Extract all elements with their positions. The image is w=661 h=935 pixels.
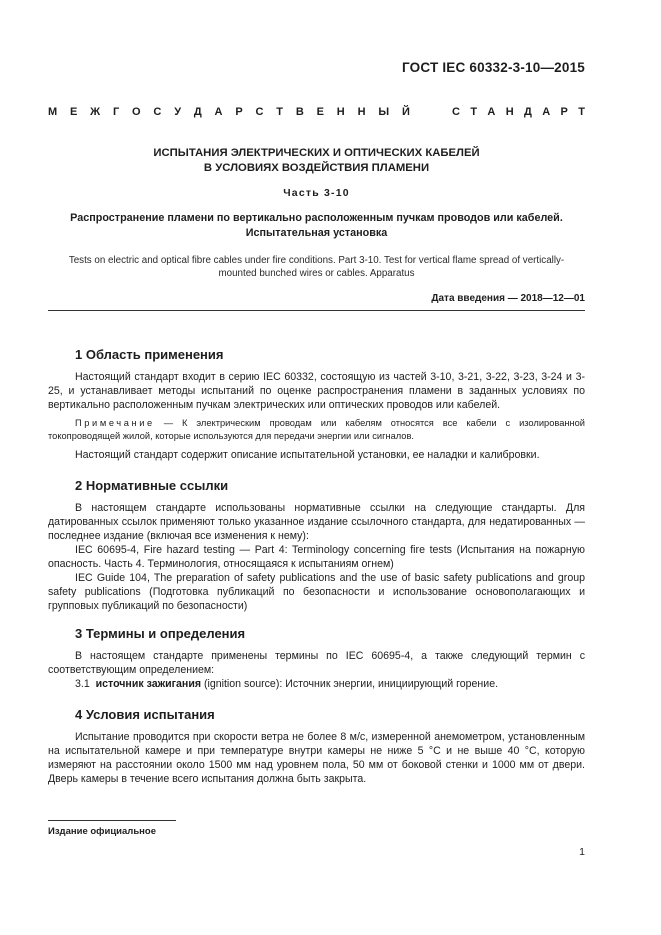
paragraph: Настоящий стандарт содержит описание испытательной установки, ее наладки и калибровки. [75, 449, 540, 461]
banner-letter: Г [112, 106, 120, 118]
banner-letter: С [452, 106, 460, 118]
document-subtitle [48, 211, 585, 241]
banner-letter: Т [470, 106, 478, 118]
banner-letter: Ы [378, 106, 390, 118]
page-number: 1 [579, 846, 585, 858]
subtitle-line: Испытательная установка [245, 227, 388, 239]
banner-letter: Й [401, 106, 410, 118]
term-text: (ignition source): Источник энергии, инициирующий горение. [201, 678, 499, 690]
paragraph: В настоящем стандарте использованы нормативные ссылки на следующие стандарты. Для датированных ссылок применяют только указанное издание ссылочного стандарта, для недатированных — последнее издание (включая все изменения к нему): [48, 502, 585, 542]
banner-letter: Н [505, 106, 514, 118]
standard-number: ГОСТ IEC 60332-3-10—2015 [401, 60, 585, 75]
interstate-standard-banner [48, 106, 585, 118]
subtitle-line: Распространение пламени по вертикально расположенным пучкам проводов или кабелей. [70, 212, 563, 224]
english-title-line: Tests on electric and optical fibre cables under fire conditions. Part 3-10. Test for vertical flame spread of vertically- [68, 255, 565, 266]
banner-letter: Н [336, 106, 345, 118]
banner-letter: А [214, 106, 223, 118]
english-title [48, 254, 585, 280]
section-scope [48, 347, 585, 462]
banner-letter: Ж [90, 106, 101, 118]
banner-word-standard [452, 106, 585, 118]
term-definition [48, 677, 585, 691]
document-title [48, 146, 585, 176]
paragraph: В настоящем стандарте применены термины по IEC 60695-4, а также следующий термин с соответствующим определением: [48, 650, 585, 676]
term-number: 3.1 [75, 678, 90, 690]
footer-divider [48, 820, 176, 821]
term-name: источник зажигания [95, 678, 202, 690]
section-terms [48, 626, 585, 691]
title-line: В УСЛОВИЯХ ВОЗДЕЙСТВИЯ ПЛАМЕНИ [203, 162, 430, 174]
banner-letter: Д [524, 106, 532, 118]
header-divider [48, 310, 585, 311]
introduction-date: Дата введения — 2018—12—01 [431, 293, 585, 304]
banner-letter: Д [193, 106, 202, 118]
section-normative-references [48, 478, 585, 613]
official-edition-label: Издание официальное [48, 826, 156, 837]
banner-letter: А [542, 106, 551, 118]
section-heading: 1 Область применения [75, 347, 224, 362]
banner-letter: Р [235, 106, 243, 118]
banner-letter: О [132, 106, 141, 118]
banner-letter: У [174, 106, 182, 118]
banner-letter: М [48, 106, 58, 118]
note-text: — К электрическим проводам или кабелям относятся все кабели с изолированной токопроводящей жилой, которые используются для передачи энергии или сигналов. [48, 418, 585, 441]
note [48, 417, 585, 443]
english-title-line: mounted bunched wires or cables. Apparatus [218, 268, 415, 279]
section-test-conditions [48, 707, 585, 786]
section-heading: 3 Термины и определения [75, 626, 246, 641]
banner-letter: А [487, 106, 496, 118]
banner-letter: Т [276, 106, 284, 118]
section-heading: 2 Нормативные ссылки [75, 478, 229, 493]
banner-letter: Н [357, 106, 366, 118]
part-number: Часть 3-10 [283, 187, 350, 199]
banner-letter: С [255, 106, 264, 118]
section-heading: 4 Условия испытания [75, 707, 215, 722]
banner-word-interstate [48, 106, 410, 118]
banner-letter: С [153, 106, 162, 118]
reference-item: IEC Guide 104, The preparation of safety publications and the use of basic safety publications and group safety publications (Подготовка публикаций по безопасности и использование основополагающих и групповых публикаций по безопасности) [48, 572, 585, 612]
paragraph: Испытание проводится при скорости ветра не более 8 м/с, измеренной анемометром, установленным на испытательной камере и при температуре внутри камеры не ниже 5 °С и не выше 40 °С, которую измеряют на расстоянии около 1500 мм над уровнем пола, 50 мм от боковой стенки и 1000 мм от двери. Дверь камеры в течение всего испытания должна быть закрыта. [48, 731, 585, 785]
title-line: ИСПЫТАНИЯ ЭЛЕКТРИЧЕСКИХ И ОПТИЧЕСКИХ КАБЕЛЕЙ [153, 147, 480, 159]
banner-letter: В [295, 106, 304, 118]
banner-letter: Р [560, 106, 568, 118]
note-label: Примечание [75, 418, 155, 428]
paragraph: Настоящий стандарт входит в серию IEC 60332, состоящую из частей 3-10, 3-21, 3-22, 3-23, 3-24 и 3-25, и устанавливает методы испытаний по оценке распространения пламени в заданных условиях по вертикально расположенным пучкам электрических или оптических проводов или кабелей. [48, 371, 585, 411]
banner-letter: Е [316, 106, 324, 118]
reference-item: IEC 60695-4, Fire hazard testing — Part 4: Terminology concerning fire tests (Испытания на пожарную опасность. Часть 4. Терминология, относящаяся к испытаниям огнем) [48, 544, 585, 570]
banner-letter: Т [578, 106, 585, 118]
banner-letter: Е [70, 106, 78, 118]
